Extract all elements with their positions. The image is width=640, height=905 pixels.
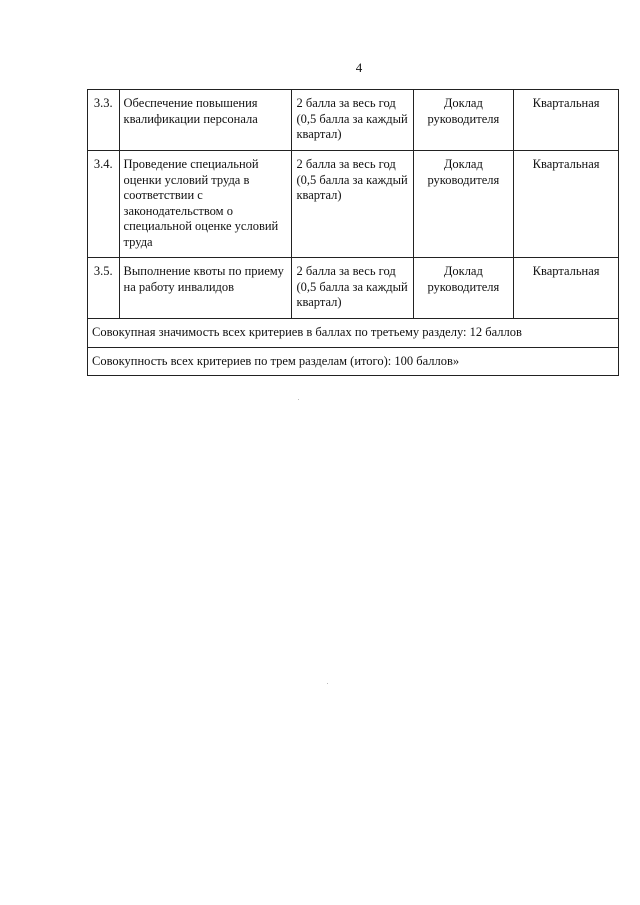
criterion-name: Выполнение квоты по приему на работу инвалидов [119,258,292,319]
summary-row [88,347,619,376]
criterion-period: Квартальная [514,151,619,258]
scan-speck [298,399,299,400]
summary-row [88,319,619,348]
criterion-method: Доклад руководителя [413,151,514,258]
criterion-score: 2 балла за весь год (0,5 балла за каждый квартал) [292,258,413,319]
criterion-period: Квартальная [514,90,619,151]
criterion-score: 2 балла за весь год (0,5 балла за каждый квартал) [292,90,413,151]
page-number: 4 [355,60,363,75]
row-number: 3.5. [88,258,120,319]
criterion-name: Обеспечение повышения квалификации персонала [119,90,292,151]
criterion-name: Проведение специальной оценки условий труда в соответствии с законодательством о специальной оценке условий труда [119,151,292,258]
row-number: 3.3. [88,90,120,151]
criterion-method: Доклад руководителя [413,258,514,319]
row-number: 3.4. [88,151,120,258]
scan-speck [327,683,328,684]
criteria-table [87,89,619,376]
criterion-period: Квартальная [514,258,619,319]
table-row [88,151,619,258]
criterion-method: Доклад руководителя [413,90,514,151]
criterion-score: 2 балла за весь год (0,5 балла за каждый квартал) [292,151,413,258]
total-summary: Совокупность всех критериев по трем разделам (итого): 100 баллов» [88,347,619,376]
section-summary: Совокупная значимость всех критериев в баллах по третьему разделу: 12 баллов [88,319,619,348]
table-row [88,258,619,319]
table-row [88,90,619,151]
